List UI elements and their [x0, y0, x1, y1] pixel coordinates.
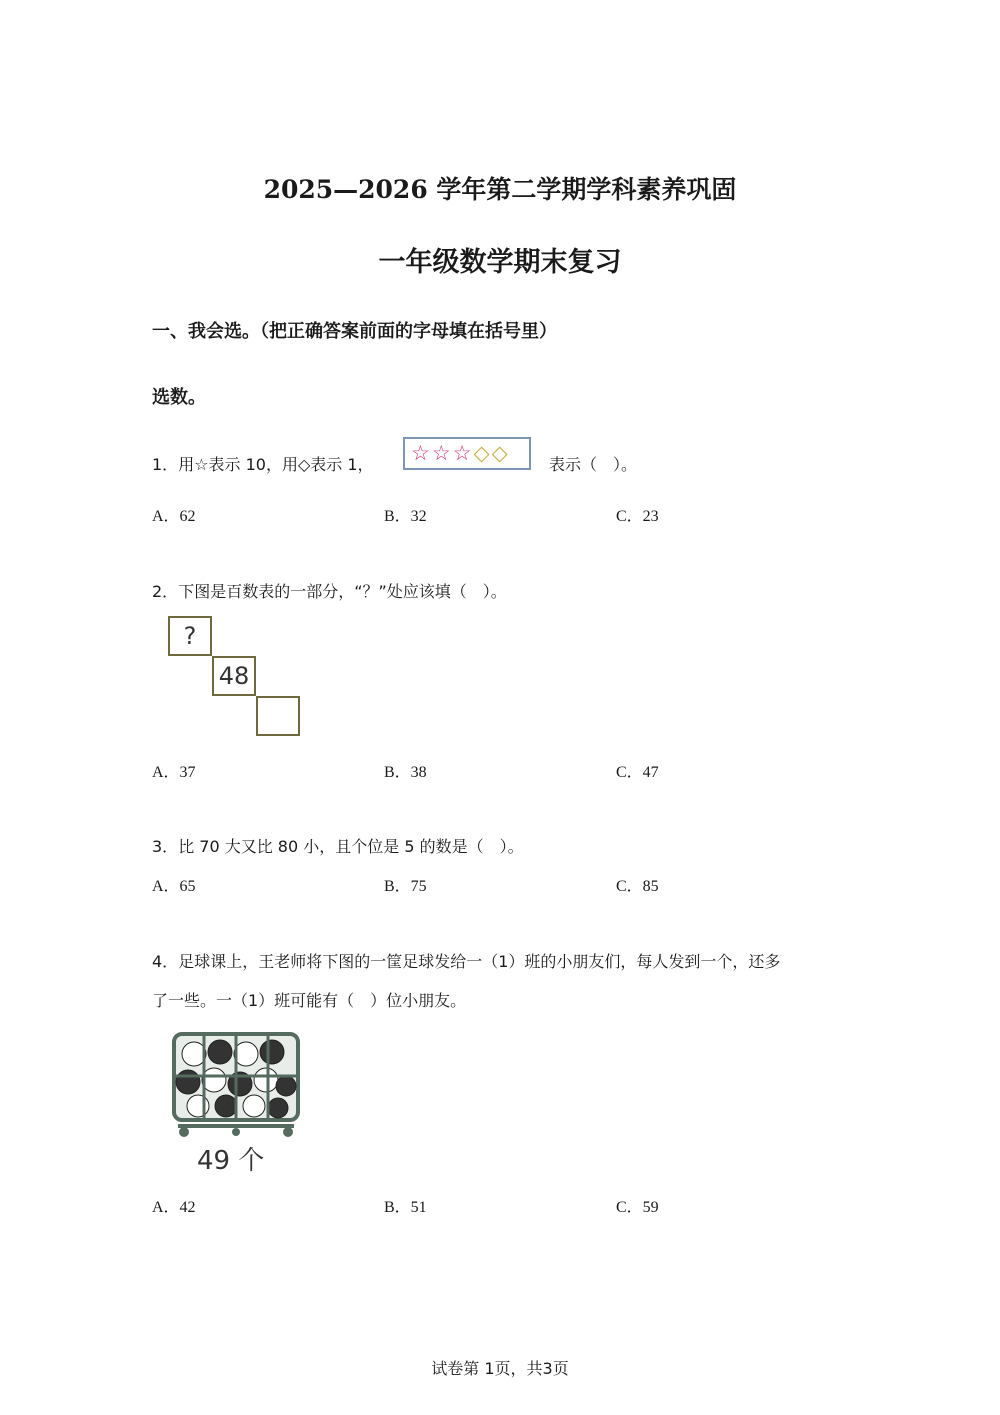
hundred-chart-figure	[168, 616, 308, 741]
chart-cell-48: 48	[212, 656, 256, 696]
chart-cell-question: ?	[168, 616, 212, 656]
question-4	[152, 949, 780, 972]
question-text: 用☆表示 10，用◇表示 1，	[178, 455, 374, 474]
question-number: 2．	[152, 582, 179, 601]
question-4-line2: 了一些。一（1）班可能有（ ）位小朋友。	[152, 991, 467, 1010]
option-c[interactable]: C．59	[616, 1199, 659, 1216]
question-number: 3．	[152, 837, 179, 856]
subsection-heading: 选数。	[152, 387, 206, 408]
question-1	[152, 452, 374, 475]
exam-subtitle: 一年级数学期末复习	[378, 247, 622, 278]
question-number: 4．	[152, 952, 179, 971]
question-text: 比 70 大又比 80 小，且个位是 5 的数是（ ）。	[178, 837, 524, 856]
star-icon: ☆	[431, 441, 451, 465]
option-b[interactable]: B．75	[384, 878, 427, 895]
section-heading: 一、我会选。（把正确答案前面的字母填在括号里）	[152, 321, 557, 342]
stars-diamonds-icon	[403, 437, 531, 470]
diamond-icon: ◇	[473, 441, 490, 465]
question-3	[152, 834, 524, 857]
option-c[interactable]: C．47	[616, 764, 659, 781]
option-a[interactable]: A．62	[152, 508, 196, 525]
star-icon: ☆	[411, 441, 430, 465]
option-b[interactable]: B．32	[384, 508, 427, 525]
option-b[interactable]: B．51	[384, 1199, 427, 1216]
football-basket-icon	[168, 1030, 304, 1140]
exam-title: 2025—2026 学年第二学期学科素养巩固	[263, 175, 737, 204]
question-number: 1．	[152, 455, 179, 474]
option-c[interactable]: C．23	[616, 508, 659, 525]
option-b[interactable]: B．38	[384, 764, 427, 781]
option-a[interactable]: A．37	[152, 764, 196, 781]
option-c[interactable]: C．85	[616, 878, 659, 895]
chart-cell-empty	[256, 696, 300, 736]
question-text: 足球课上，王老师将下图的一筐足球发给一（1）班的小朋友们，每人发到一个，还多	[178, 952, 781, 971]
question-text: 下图是百数表的一部分，“？”处应该填（ ）。	[178, 582, 507, 601]
diamond-icon: ◇	[491, 441, 508, 465]
page-footer: 试卷第 1页，共3页	[431, 1359, 569, 1378]
basket-caption: 49 个	[197, 1146, 265, 1176]
question-text-after: 表示（ ）。	[549, 455, 638, 474]
question-2	[152, 579, 507, 602]
option-a[interactable]: A．65	[152, 878, 196, 895]
option-a[interactable]: A．42	[152, 1199, 196, 1216]
star-icon: ☆	[452, 441, 472, 465]
